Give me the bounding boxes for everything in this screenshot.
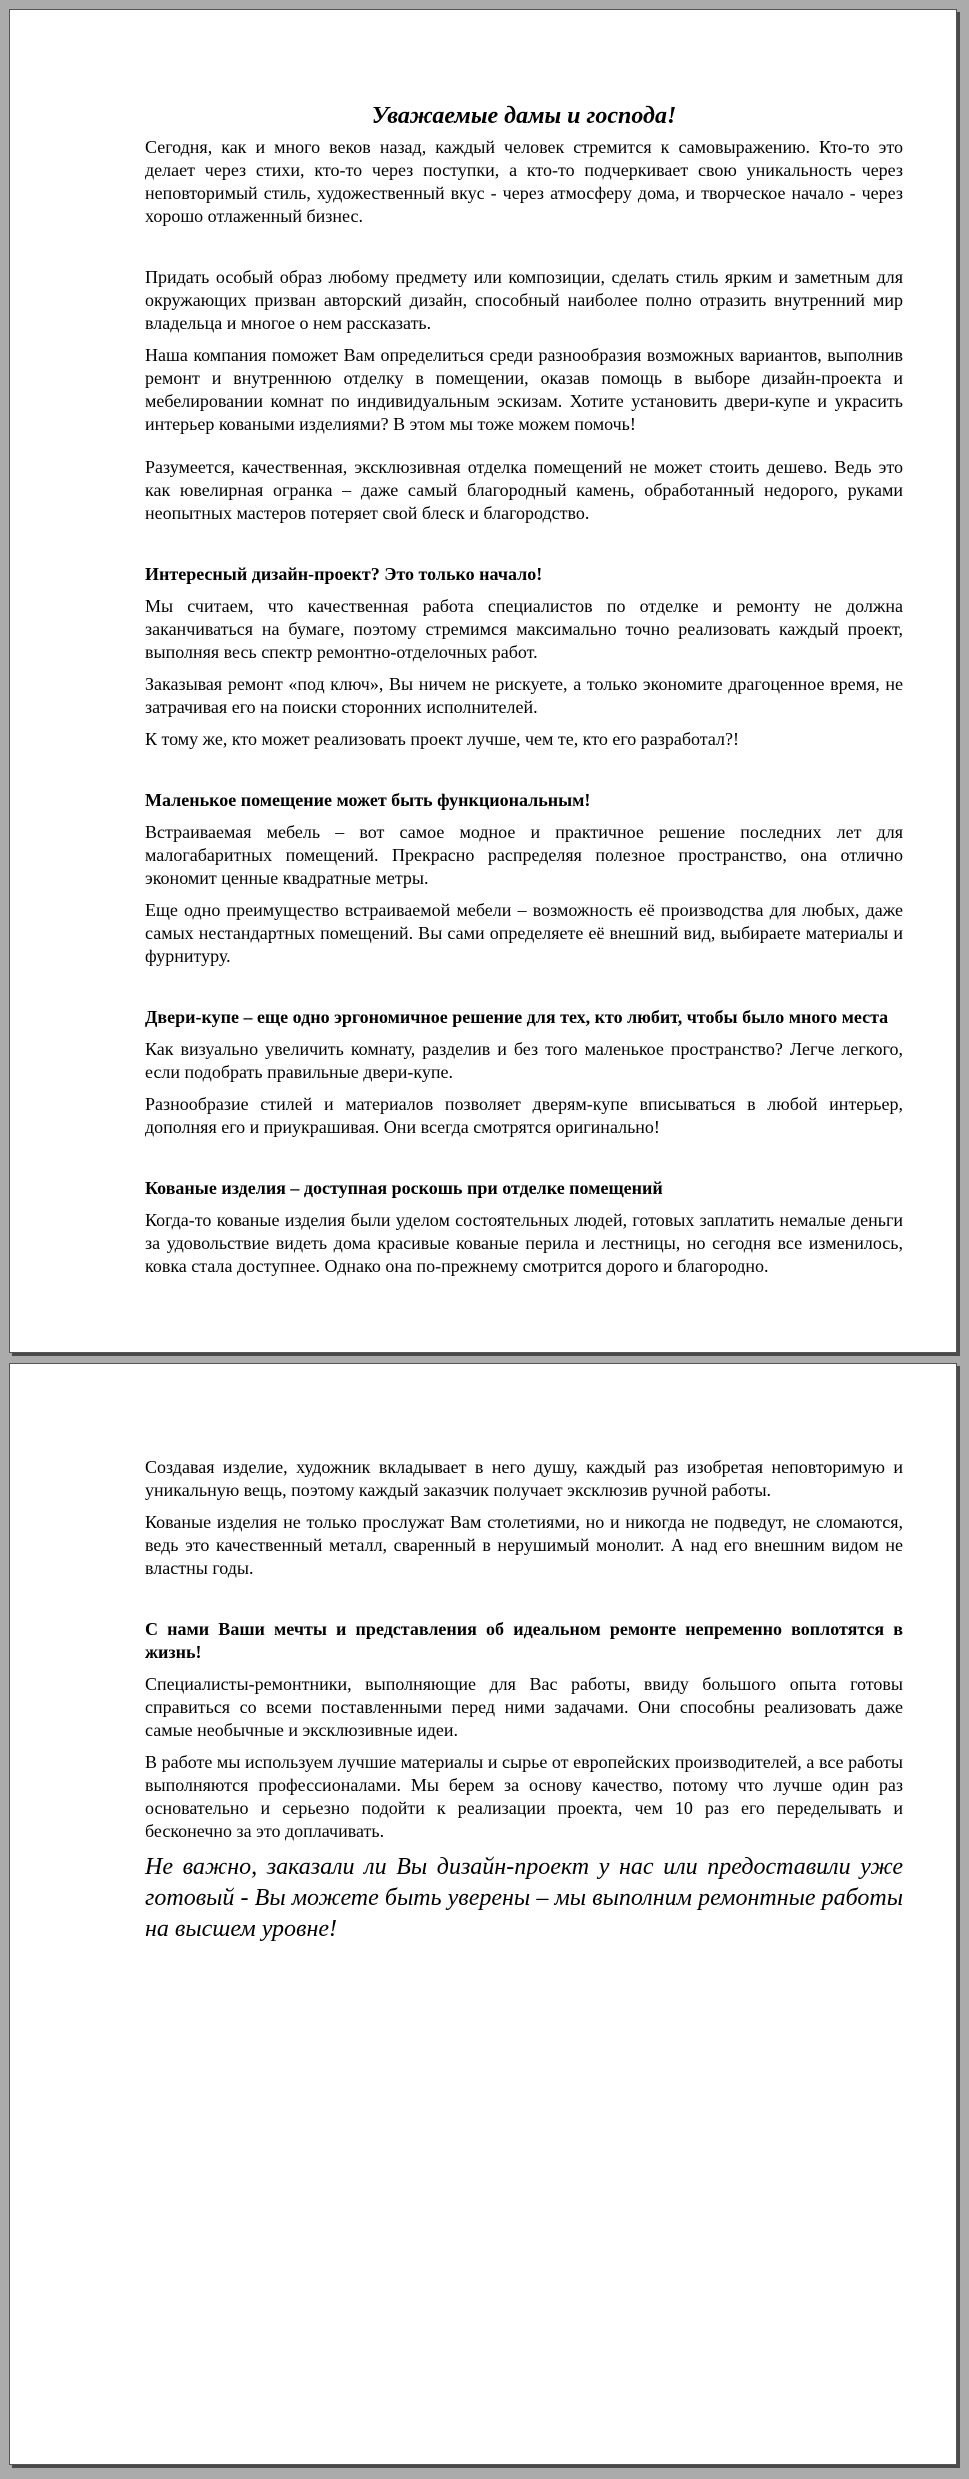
paragraph-sliding-doors-1: Как визуально увеличить комнату, разделив и без того маленькое пространство? Легче легкого, если подобрать правильные двери-купе. bbox=[145, 1039, 903, 1082]
paragraph-forged-2: Создавая изделие, художник вкладывает в него душу, каждый раз изобретая неповторимую и уникальную вещь, поэтому каждый заказчик получает эксклюзив ручной работы. bbox=[145, 1457, 903, 1500]
document-title: Уважаемые дамы и господа! bbox=[371, 103, 677, 129]
paragraph-quality: Разумеется, качественная, эксклюзивная отделка помещений не может стоить дешево. Ведь это как ювелирная огранка – даже самый благородный камень, обработанный недорого, руками неопытных мастеров потеряет свой блеск и благородство. bbox=[145, 457, 903, 523]
paragraph-sliding-doors-2: Разнообразие стилей и материалов позволяет дверям-купе вписываться в любой интерьер, дополняя его и приукрашивая. Они всегда смотрятся оригинально! bbox=[145, 1094, 903, 1137]
paragraph-project-3: К тому же, кто может реализовать проект лучше, чем те, кто его разработал?! bbox=[145, 729, 739, 749]
heading-sliding-doors: Двери-купе – еще одно эргономичное решение для тех, кто любит, чтобы было много места bbox=[145, 1007, 889, 1027]
heading-forged-items: Кованые изделия – доступная роскошь при отделке помещений bbox=[145, 1178, 663, 1198]
heading-dreams: С нами Ваши мечты и представления об идеальном ремонте непременно воплотятся в жизнь! bbox=[145, 1619, 903, 1662]
paragraph-project-1: Мы считаем, что качественная работа специалистов по отделке и ремонту не должна заканчиваться на бумаге, поэтому стремимся максимально точно реализовать каждый проект, выполняя весь спектр ремонтно-отделочных работ. bbox=[145, 596, 903, 662]
paragraph-company: Наша компания поможет Вам определиться среди разнообразия возможных вариантов, выполнив ремонт и внутреннюю отделку в помещении, оказав помощь в выборе дизайн-проекта и мебелировании комнат по индивидуальным эскизам. Хотите установить двери-купе и украсить интерьер коваными изделиями? В этом мы тоже можем помочь! bbox=[145, 345, 903, 434]
paragraph-intro: Сегодня, как и много веков назад, каждый человек стремится к самовыражению. Кто-то это делает через стихи, кто-то через поступки, а кто-то подчеркивает свою уникальность через неповторимый стиль, художественный вкус - через атмосферу дома, и творческое начало - через хорошо отлаженный бизнес. bbox=[145, 137, 903, 226]
paragraph-small-room-2: Еще одно преимущество встраиваемой мебели – возможность её производства для любых, даже самых нестандартных помещений. Вы сами определяете её внешний вид, выбираете материалы и фурнитуру. bbox=[145, 900, 903, 966]
heading-design-project: Интересный дизайн-проект? Это только начало! bbox=[145, 564, 543, 584]
paragraph-dreams-1: Специалисты-ремонтники, выполняющие для Вас работы, ввиду большого опыта готовы справиться со всеми поставленными перед ними задачами. Они способны реализовать даже самые необычные и эксклюзивные идеи. bbox=[145, 1674, 903, 1740]
paragraph-forged-3: Кованые изделия не только прослужат Вам столетиями, но и никогда не подведут, не сломаются, ведь это качественный металл, сваренный в нерушимый монолит. А над его внешним видом не властны годы. bbox=[145, 1512, 903, 1578]
document-page-1 bbox=[9, 9, 957, 1353]
document-page-2 bbox=[9, 1363, 957, 2465]
paragraph-project-2: Заказывая ремонт «под ключ», Вы ничем не рискуете, а только экономите драгоценное время, не затрачивая его на поиски сторонних исполнителей. bbox=[145, 674, 903, 717]
page-2-content bbox=[145, 1456, 903, 1945]
page-1-content bbox=[145, 102, 903, 1278]
paragraph-design: Придать особый образ любому предмету или композиции, сделать стиль ярким и заметным для окружающих призван авторский дизайн, способный наиболее полно отразить внутренний мир владельца и многое о нем рассказать. bbox=[145, 267, 903, 333]
paragraph-forged-1: Когда-то кованые изделия были уделом состоятельных людей, готовых заплатить немалые деньги за удовольствие видеть дома красивые кованые перила и лестницы, но сегодня все изменилось, ковка стала доступнее. Однако она по-прежнему смотрится дорого и благородно. bbox=[145, 1210, 903, 1276]
closing-statement: Не важно, заказали ли Вы дизайн-проект у нас или предоставили уже готовый - Вы можете быть уверены – мы выполним ремонтные работы на высшем уровне! bbox=[145, 1854, 903, 1942]
paragraph-small-room-1: Встраиваемая мебель – вот самое модное и практичное решение последних лет для малогабаритных помещений. Прекрасно распределяя полезное пространство, она отлично экономит ценные квадратные метры. bbox=[145, 822, 903, 888]
paragraph-dreams-2: В работе мы используем лучшие материалы и сырье от европейских производителей, а все работы выполняются профессионалами. Мы берем за основу качество, потому что лучше один раз основательно и серьезно подойти к реализации проекта, чем 10 раз его переделывать и бесконечно за это доплачивать. bbox=[145, 1752, 903, 1841]
heading-small-room: Маленькое помещение может быть функциональным! bbox=[145, 790, 591, 810]
